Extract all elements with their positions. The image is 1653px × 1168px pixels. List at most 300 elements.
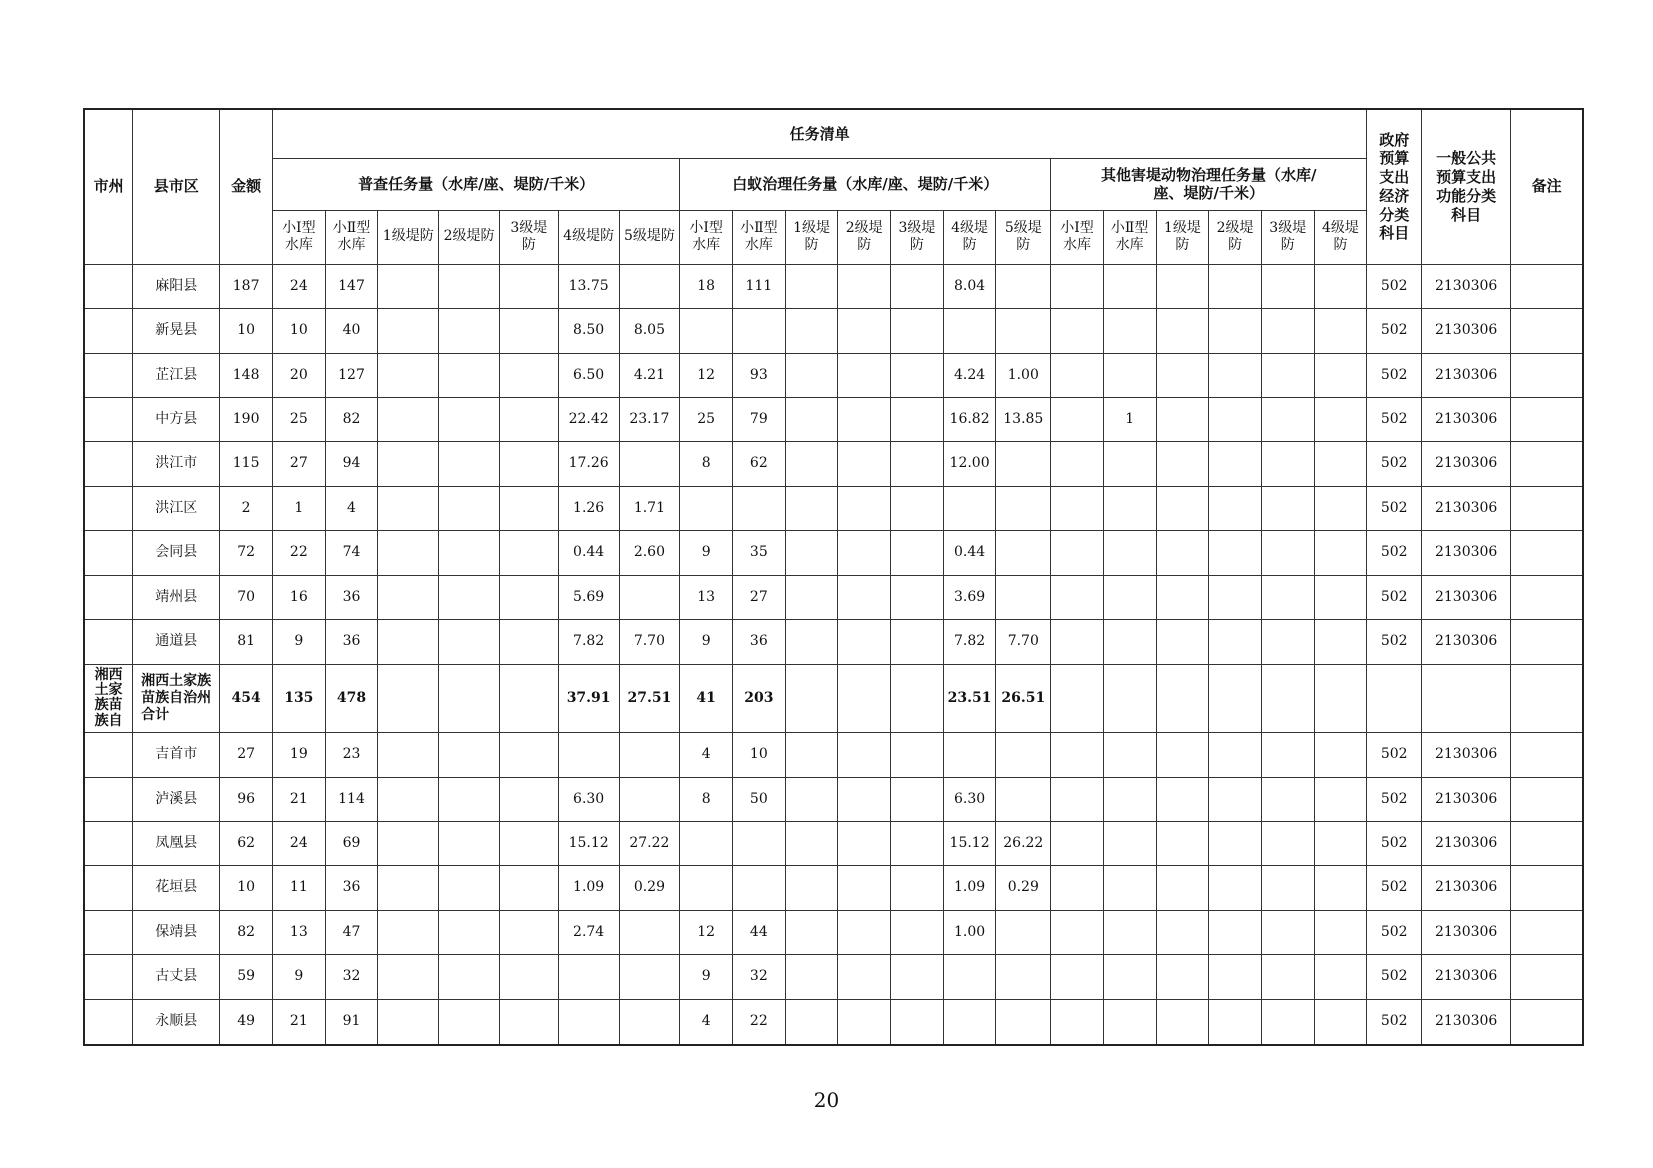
value-cell [1314,531,1367,575]
value-cell: 21 [272,999,325,1045]
value-cell [838,353,891,397]
value-cell [838,620,891,664]
value-cell [1261,664,1314,732]
county-cell: 新晃县 [133,309,220,353]
header-gov-budget: 政府预算支出经济分类科目 [1367,109,1422,264]
value-cell [1156,575,1209,619]
value-cell [891,309,944,353]
remark-cell [1511,442,1583,486]
county-cell: 古丈县 [133,955,220,999]
value-cell: 9 [680,620,733,664]
value-cell [1051,442,1104,486]
table-row [84,620,1583,664]
value-cell [558,999,619,1045]
remark-cell [1511,575,1583,619]
value-cell [499,264,558,308]
amount-cell: 454 [220,664,273,732]
value-cell [1103,309,1156,353]
county-cell: 中方县 [133,398,220,442]
remark-cell [1511,999,1583,1045]
value-cell [499,955,558,999]
value-cell [891,442,944,486]
econ-code-cell: 502 [1367,398,1422,442]
value-cell [1209,264,1262,308]
value-cell [838,398,891,442]
value-cell [378,822,439,866]
value-cell [785,575,838,619]
value-cell: 93 [733,353,786,397]
value-cell [1209,442,1262,486]
value-cell [1314,999,1367,1045]
amount-cell: 187 [220,264,273,308]
city-cell [84,866,133,910]
value-cell: 478 [325,664,378,732]
value-cell: 114 [325,777,378,821]
value-cell [891,733,944,777]
city-cell [84,309,133,353]
table-row [84,309,1583,353]
value-cell: 5.69 [558,575,619,619]
survey-col-header: 3级堤防 [499,210,558,264]
value-cell [891,664,944,732]
value-cell [439,733,500,777]
value-cell: 44 [733,910,786,954]
econ-code-cell: 502 [1367,531,1422,575]
value-cell [1156,910,1209,954]
value-cell [1103,531,1156,575]
county-cell: 吉首市 [133,733,220,777]
county-cell: 靖州县 [133,575,220,619]
value-cell [1209,955,1262,999]
value-cell [439,486,500,530]
value-cell [1156,486,1209,530]
city-cell [84,999,133,1045]
value-cell [1314,955,1367,999]
survey-col-header: 4级堤防 [558,210,619,264]
value-cell: 8.05 [619,309,680,353]
value-cell: 8 [680,777,733,821]
value-cell [378,398,439,442]
value-cell: 3.69 [943,575,996,619]
value-cell [996,777,1051,821]
value-cell: 1.26 [558,486,619,530]
econ-code-cell: 502 [1367,822,1422,866]
func-code-cell: 2130306 [1422,353,1511,397]
value-cell: 69 [325,822,378,866]
value-cell: 6.30 [558,777,619,821]
remark-cell [1511,353,1583,397]
value-cell [1314,822,1367,866]
value-cell [1314,486,1367,530]
amount-cell: 49 [220,999,273,1045]
func-code-cell: 2130306 [1422,777,1511,821]
value-cell [996,309,1051,353]
value-cell [838,733,891,777]
value-cell [619,910,680,954]
value-cell [1051,999,1104,1045]
value-cell [439,999,500,1045]
city-cell [84,531,133,575]
value-cell: 6.50 [558,353,619,397]
value-cell [378,309,439,353]
other-col-header: 小Ⅰ型水库 [1051,210,1104,264]
value-cell: 12 [680,353,733,397]
value-cell [1051,398,1104,442]
value-cell [996,955,1051,999]
value-cell: 1.00 [943,910,996,954]
value-cell [1103,620,1156,664]
city-cell [84,620,133,664]
city-cell: 湘西土家族苗族自 [84,664,133,732]
value-cell: 22 [733,999,786,1045]
econ-code-cell: 502 [1367,575,1422,619]
remark-cell [1511,733,1583,777]
value-cell [891,910,944,954]
value-cell [733,309,786,353]
table-row [84,486,1583,530]
value-cell: 13.85 [996,398,1051,442]
value-cell [838,777,891,821]
amount-cell: 10 [220,309,273,353]
value-cell: 4.21 [619,353,680,397]
survey-col-header: 1级堤防 [378,210,439,264]
value-cell [785,620,838,664]
value-cell [439,822,500,866]
value-cell [1261,822,1314,866]
value-cell: 12 [680,910,733,954]
value-cell: 7.82 [943,620,996,664]
econ-code-cell [1367,664,1422,732]
value-cell [1103,664,1156,732]
value-cell [1314,309,1367,353]
value-cell [1103,264,1156,308]
value-cell: 15.12 [943,822,996,866]
value-cell: 4 [680,999,733,1045]
value-cell: 22 [272,531,325,575]
econ-code-cell: 502 [1367,866,1422,910]
value-cell: 22.42 [558,398,619,442]
county-cell: 湘西土家族苗族自治州合计 [133,664,220,732]
county-cell: 洪江市 [133,442,220,486]
value-cell [996,575,1051,619]
value-cell [1103,442,1156,486]
value-cell [891,486,944,530]
value-cell [838,309,891,353]
value-cell [439,866,500,910]
value-cell [1261,733,1314,777]
value-cell [1156,777,1209,821]
value-cell [378,955,439,999]
value-cell [1103,486,1156,530]
county-cell: 泸溪县 [133,777,220,821]
value-cell [785,531,838,575]
value-cell [733,866,786,910]
value-cell [1156,999,1209,1045]
value-cell [1103,733,1156,777]
value-cell: 91 [325,999,378,1045]
remark-cell [1511,620,1583,664]
value-cell [499,309,558,353]
other-col-header: 1级堤防 [1156,210,1209,264]
table-row [84,531,1583,575]
value-cell [1156,442,1209,486]
county-cell: 芷江县 [133,353,220,397]
value-cell [1314,866,1367,910]
value-cell [1051,822,1104,866]
value-cell [499,353,558,397]
value-cell [1261,620,1314,664]
value-cell: 19 [272,733,325,777]
remark-cell [1511,264,1583,308]
value-cell [1261,575,1314,619]
other-col-header: 2级堤防 [1209,210,1262,264]
value-cell: 24 [272,822,325,866]
value-cell [1103,822,1156,866]
table-row [84,777,1583,821]
amount-cell: 190 [220,398,273,442]
amount-cell: 81 [220,620,273,664]
value-cell: 13.75 [558,264,619,308]
value-cell [943,486,996,530]
value-cell: 8.04 [943,264,996,308]
city-cell [84,777,133,821]
value-cell: 47 [325,910,378,954]
value-cell: 24 [272,264,325,308]
value-cell [558,733,619,777]
value-cell [996,264,1051,308]
value-cell [1209,353,1262,397]
value-cell [1156,664,1209,732]
value-cell [499,910,558,954]
econ-code-cell: 502 [1367,353,1422,397]
value-cell [680,822,733,866]
value-cell: 79 [733,398,786,442]
value-cell [378,999,439,1045]
survey-col-header: 小Ⅰ型水库 [272,210,325,264]
value-cell [1314,353,1367,397]
value-cell [733,486,786,530]
func-code-cell: 2130306 [1422,910,1511,954]
value-cell [439,531,500,575]
value-cell: 25 [680,398,733,442]
value-cell [1314,733,1367,777]
value-cell [996,486,1051,530]
econ-code-cell: 502 [1367,733,1422,777]
value-cell [785,398,838,442]
value-cell [680,309,733,353]
header-survey: 普查任务量（水库/座、堤防/千米） [272,159,679,211]
value-cell [785,822,838,866]
county-cell: 花垣县 [133,866,220,910]
value-cell [439,264,500,308]
amount-cell: 96 [220,777,273,821]
value-cell [1209,620,1262,664]
value-cell [378,442,439,486]
value-cell: 13 [680,575,733,619]
econ-code-cell: 502 [1367,955,1422,999]
termite-col-header: 小Ⅰ型水库 [680,210,733,264]
value-cell: 9 [272,620,325,664]
econ-code-cell: 502 [1367,999,1422,1045]
value-cell [1209,575,1262,619]
value-cell [838,264,891,308]
table-row [84,733,1583,777]
func-code-cell: 2130306 [1422,575,1511,619]
task-allocation-table [83,108,1584,1046]
value-cell [439,309,500,353]
value-cell: 6.30 [943,777,996,821]
value-cell [378,486,439,530]
func-code-cell: 2130306 [1422,398,1511,442]
value-cell [891,777,944,821]
func-code-cell: 2130306 [1422,822,1511,866]
table-row [84,999,1583,1045]
value-cell [1051,531,1104,575]
value-cell [733,822,786,866]
value-cell [1314,442,1367,486]
value-cell [1314,910,1367,954]
header-other: 其他害堤动物治理任务量（水库/座、堤防/千米） [1051,159,1367,211]
value-cell: 36 [325,575,378,619]
value-cell [499,866,558,910]
city-cell [84,353,133,397]
value-cell [1051,486,1104,530]
value-cell: 17.26 [558,442,619,486]
value-cell [1209,777,1262,821]
value-cell [785,910,838,954]
value-cell [785,866,838,910]
value-cell [1261,866,1314,910]
value-cell [1156,733,1209,777]
value-cell: 32 [733,955,786,999]
value-cell [1261,264,1314,308]
value-cell [891,264,944,308]
value-cell: 27 [733,575,786,619]
value-cell: 50 [733,777,786,821]
value-cell: 82 [325,398,378,442]
city-cell [84,486,133,530]
value-cell: 135 [272,664,325,732]
amount-cell: 115 [220,442,273,486]
value-cell [996,442,1051,486]
value-cell [1314,264,1367,308]
value-cell [1209,531,1262,575]
value-cell [1156,531,1209,575]
table-row [84,575,1583,619]
func-code-cell: 2130306 [1422,866,1511,910]
remark-cell [1511,822,1583,866]
value-cell [378,264,439,308]
value-cell [439,353,500,397]
value-cell [1103,999,1156,1045]
remark-cell [1511,910,1583,954]
value-cell [1156,264,1209,308]
value-cell: 1.09 [558,866,619,910]
value-cell [1261,777,1314,821]
value-cell [1051,910,1104,954]
county-cell: 永顺县 [133,999,220,1045]
value-cell [1261,531,1314,575]
value-cell [1051,309,1104,353]
value-cell [499,486,558,530]
county-cell: 通道县 [133,620,220,664]
value-cell: 94 [325,442,378,486]
amount-cell: 148 [220,353,273,397]
value-cell [499,442,558,486]
value-cell [785,664,838,732]
amount-cell: 27 [220,733,273,777]
econ-code-cell: 502 [1367,309,1422,353]
value-cell: 0.44 [943,531,996,575]
func-code-cell: 2130306 [1422,309,1511,353]
value-cell: 7.70 [996,620,1051,664]
value-cell [499,777,558,821]
value-cell [499,733,558,777]
value-cell [1209,664,1262,732]
value-cell: 1 [1103,398,1156,442]
value-cell [1209,733,1262,777]
value-cell [891,620,944,664]
value-cell [1261,486,1314,530]
table-row [84,822,1583,866]
value-cell: 37.91 [558,664,619,732]
other-col-header: 3级堤防 [1261,210,1314,264]
header-city: 市州 [84,109,133,264]
value-cell [785,733,838,777]
value-cell [891,866,944,910]
amount-cell: 62 [220,822,273,866]
value-cell: 1.09 [943,866,996,910]
value-cell: 15.12 [558,822,619,866]
value-cell [439,664,500,732]
value-cell: 16.82 [943,398,996,442]
value-cell [1209,866,1262,910]
value-cell [1156,353,1209,397]
header-amount: 金额 [220,109,273,264]
value-cell [891,999,944,1045]
remark-cell [1511,777,1583,821]
value-cell [785,486,838,530]
remark-cell [1511,664,1583,732]
table-row [84,910,1583,954]
value-cell: 111 [733,264,786,308]
county-cell: 洪江区 [133,486,220,530]
value-cell [891,955,944,999]
value-cell [378,866,439,910]
header-remark: 备注 [1511,109,1583,264]
value-cell [943,999,996,1045]
survey-col-header: 2级堤防 [439,210,500,264]
value-cell [378,733,439,777]
value-cell: 9 [272,955,325,999]
value-cell [838,999,891,1045]
other-col-header: 小Ⅱ型水库 [1103,210,1156,264]
econ-code-cell: 502 [1367,264,1422,308]
value-cell [838,910,891,954]
value-cell [499,999,558,1045]
value-cell [439,955,500,999]
value-cell [1051,733,1104,777]
value-cell [439,620,500,664]
value-cell [891,398,944,442]
value-cell [378,620,439,664]
value-cell [439,398,500,442]
value-cell [943,309,996,353]
termite-col-header: 1级堤防 [785,210,838,264]
value-cell [1051,353,1104,397]
value-cell [680,486,733,530]
value-cell: 40 [325,309,378,353]
